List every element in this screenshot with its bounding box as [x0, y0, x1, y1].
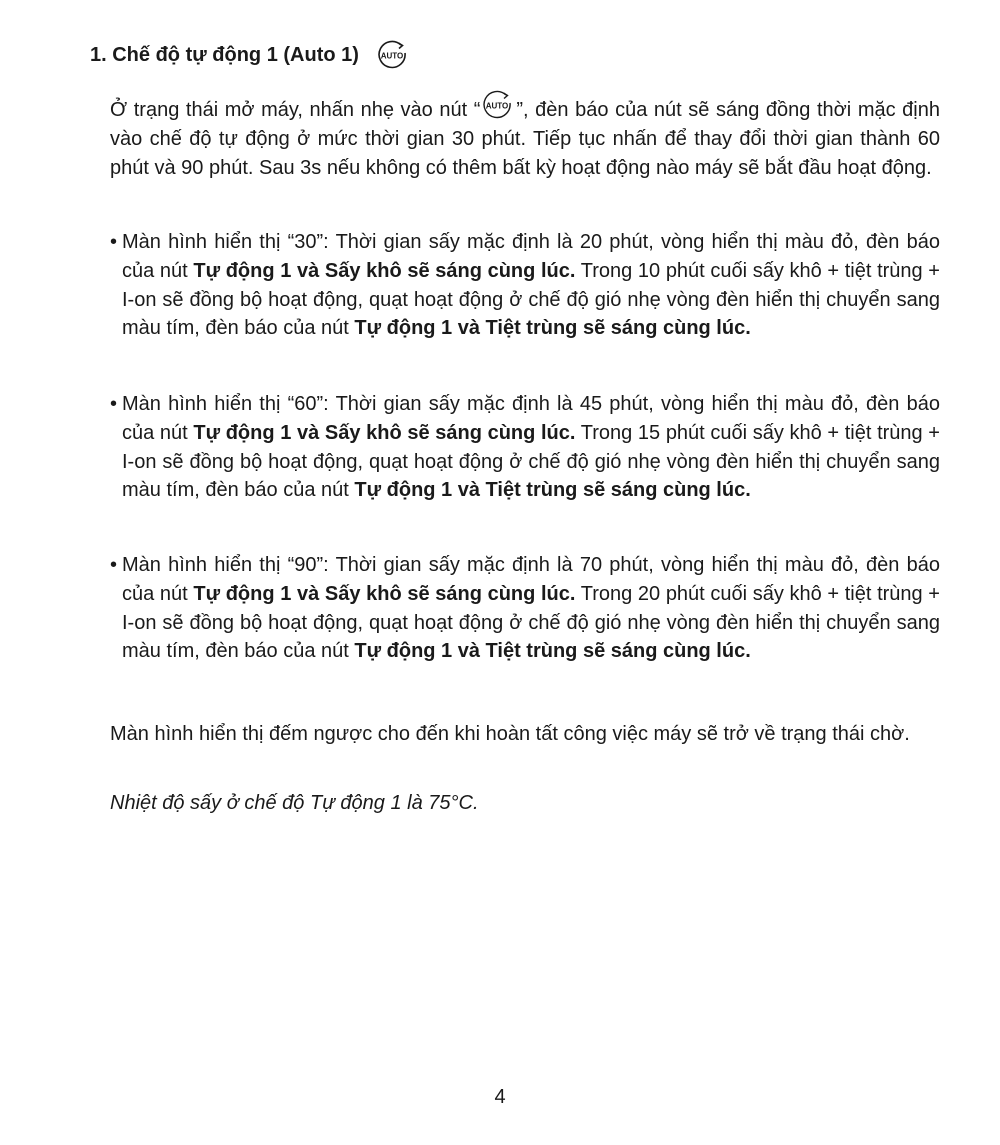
- list-item-bold: Tự động 1 và Sấy khô sẽ sáng cùng lúc.: [193, 259, 576, 282]
- list-item-text: Trong 20 phút cuối sấy khô + tiệt trùng + I-on sẽ đồng bộ hoạt động, quạt hoạt động ở chế độ gió nhẹ vòng đèn hiển thị chuyển sang màu tím, đèn báo của nút: [122, 582, 940, 663]
- list-item-text: Màn hình hiển thị “60”: Thời gian sấy mặc định là 45 phút, vòng hiển thị màu đỏ, đèn báo của nút: [122, 393, 940, 444]
- list-item: [110, 551, 940, 666]
- auto-icon-label: AUTO: [486, 101, 509, 111]
- section-heading: [90, 40, 409, 70]
- list-item-text: Màn hình hiển thị “90”: Thời gian sấy mặc định là 70 phút, vòng hiển thị màu đỏ, đèn báo của nút: [122, 554, 940, 605]
- list-item-text: Trong 15 phút cuối sấy khô + tiệt trùng + I-on sẽ đồng bộ hoạt động, quạt hoạt động ở chế độ gió nhẹ vòng đèn hiển thị chuyển sang màu tím, đèn báo của nút: [122, 421, 940, 502]
- intro-paragraph: [110, 90, 940, 182]
- auto-icon-label: AUTO: [380, 51, 404, 61]
- intro-text-after: ”, đèn báo của nút sẽ sáng đồng thời mặc định vào chế độ tự động ở mức thời gian 30 phút. Tiếp tục nhấn để thay đổi thời gian thành 60 phút và 90 phút. Sau 3s nếu không có thêm bất kỳ hoạt động nào máy sẽ bắt đầu hoạt động.: [110, 99, 940, 179]
- auto-icon: [481, 90, 515, 120]
- list-item-bold: Tự động 1 và Tiệt trùng sẽ sáng cùng lúc.: [354, 479, 751, 502]
- list-item: [110, 228, 940, 343]
- page-number: 4: [494, 1086, 506, 1108]
- auto-icon: [377, 40, 409, 70]
- list-item-bold: Tự động 1 và Tiệt trùng sẽ sáng cùng lúc.: [354, 317, 751, 340]
- bullet-marker: •: [110, 393, 118, 415]
- list-item: [110, 390, 940, 505]
- bullet-marker: •: [110, 231, 118, 253]
- bullet-marker: •: [110, 554, 118, 576]
- section-title: 1. Chế độ tự động 1 (Auto 1): [90, 44, 359, 66]
- closing-paragraph: Màn hình hiển thị đếm ngược cho đến khi hoàn tất công việc máy sẽ trở về trạng thái chờ.: [110, 723, 910, 745]
- list-item-text: Trong 10 phút cuối sấy khô + tiệt trùng + I-on sẽ đồng bộ hoạt động, quạt hoạt động ở chế độ gió nhẹ vòng đèn hiển thị chuyển sang màu tím, đèn báo của nút: [122, 259, 940, 340]
- list-item-bold: Tự động 1 và Sấy khô sẽ sáng cùng lúc.: [193, 582, 576, 605]
- intro-text-before: Ở trạng thái mở máy, nhấn nhẹ vào nút “: [110, 99, 481, 121]
- temperature-note: Nhiệt độ sấy ở chế độ Tự động 1 là 75°C.: [110, 792, 479, 814]
- list-item-text: Màn hình hiển thị “30”: Thời gian sấy mặc định là 20 phút, vòng hiển thị màu đỏ, đèn báo của nút: [122, 231, 940, 282]
- list-item-bold: Tự động 1 và Tiệt trùng sẽ sáng cùng lúc.: [354, 640, 751, 663]
- list-item-bold: Tự động 1 và Sấy khô sẽ sáng cùng lúc.: [193, 421, 576, 444]
